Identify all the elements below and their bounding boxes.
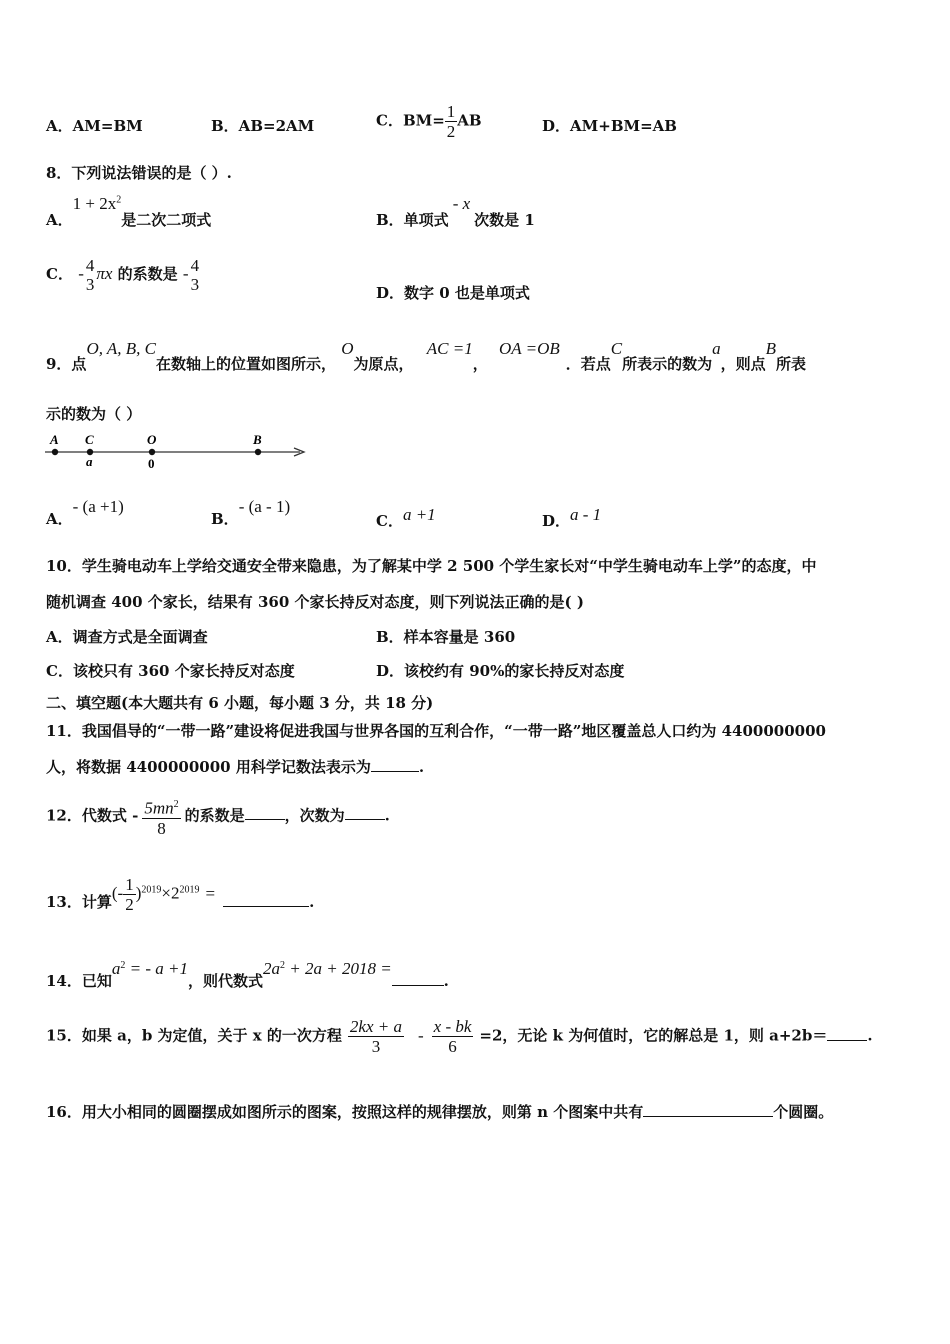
q7-option-a: A．AM=BM <box>46 117 143 135</box>
q8-c-fraction2 <box>189 256 202 294</box>
q9-t4: 所表示的数为 <box>622 355 713 373</box>
q11-line2 <box>46 756 424 777</box>
q8-stem: 8．下列说法错误的是（ ）. <box>46 164 232 182</box>
q8-b-label: B．单项式 <box>376 211 449 229</box>
q15-fraction2 <box>432 1017 474 1056</box>
q9-a: a <box>712 339 721 358</box>
q9-oaob: OA =OB <box>499 339 560 358</box>
q13-close: ) <box>135 883 142 903</box>
q16-pre: 16．用大小相同的圆圈摆成如图所示的图案，按照这样的规律摆放，则第 n 个图案中共有 <box>46 1103 644 1121</box>
q12-num-exp: 2 <box>173 799 179 810</box>
q9-t2: 为原点， <box>353 355 414 373</box>
q12-frac-num <box>142 795 180 819</box>
q15-frac1-num: 2kx + a <box>349 1017 402 1036</box>
q8-c-fraction <box>84 256 97 294</box>
q15-frac1-den: 3 <box>371 1037 381 1056</box>
q10-line1: 10．学生骑电动车上学给交通安全带来隐患，为了解某中学 2 500 个学生家长对“中学生骑电动车上学”的态度，中 <box>46 557 817 575</box>
q8-a-label: A． <box>46 211 73 229</box>
q16-answer-blank[interactable] <box>643 1116 773 1117</box>
q10-option-d: D．该校约有 90%的家长持反对态度 <box>376 662 625 680</box>
q14-m1-exp: 2 <box>120 960 126 971</box>
q13-times: ×2 <box>161 883 180 903</box>
point-o-dot <box>149 449 155 455</box>
q16 <box>46 1101 833 1122</box>
q8-c-frac2-den: 3 <box>190 275 200 294</box>
q12-num-text: 5mn <box>144 798 174 818</box>
q11-text: 人，将数据 4400000000 用科学记数法表示为 <box>46 758 371 776</box>
q9-t5: ，则点 <box>720 355 766 373</box>
q8-c-frac2-num: 4 <box>190 256 200 275</box>
q9-number-line <box>42 430 312 476</box>
label-a-value: a <box>86 454 93 469</box>
q8-c-text: 的系数是 <box>117 265 178 283</box>
q12-degree-blank[interactable] <box>345 819 385 820</box>
q11-answer-blank[interactable] <box>371 771 419 772</box>
q13-pre: 13．计算 <box>46 892 112 911</box>
q12-fraction <box>142 795 180 838</box>
q13-open: (- <box>111 883 124 903</box>
q9-o: O <box>341 339 354 358</box>
q12-frac-den: 8 <box>157 818 166 838</box>
q15-minus: - <box>417 1025 424 1045</box>
q7-option-c-post: AB <box>457 111 482 130</box>
q9-t3: ．若点 <box>565 355 611 373</box>
q8-b-text: 次数是 1 <box>474 211 535 229</box>
q9-t6: 所表 <box>776 355 807 373</box>
q7-option-c-pre: C．BM= <box>376 111 445 130</box>
q10-option-c: C．该校只有 360 个家长持反对态度 <box>46 662 295 680</box>
q8-b-math: - x <box>452 194 471 213</box>
q12-coefficient-blank[interactable] <box>245 819 285 820</box>
q9-comma: ， <box>472 355 488 373</box>
q12-pre: 12．代数式 - <box>46 806 139 825</box>
q9-b: B <box>765 339 777 358</box>
q14-m1-rest: = - a +1 <box>125 959 188 978</box>
label-b: B <box>253 432 262 447</box>
q9-c: C <box>610 339 623 358</box>
label-zero: 0 <box>148 456 155 471</box>
q9-option-b <box>211 496 291 528</box>
q9-points: O, A, B, C <box>86 339 157 358</box>
q15-frac2-den: 6 <box>448 1037 457 1056</box>
q14-answer-blank[interactable] <box>392 985 444 986</box>
q14-m2: 2a <box>263 959 280 978</box>
q9-t1: 在数轴上的位置如图所示， <box>156 355 337 373</box>
label-a: A <box>50 432 59 447</box>
q9-pre: 9．点 <box>46 355 87 373</box>
q15-end: . <box>867 1026 873 1045</box>
q9-opt-d: a - 1 <box>570 505 602 524</box>
q13-frac-den: 2 <box>125 895 134 914</box>
q11-end: . <box>418 758 425 776</box>
q13 <box>46 875 314 914</box>
q14-m1: a <box>111 959 121 978</box>
q9-opt-b-label: B． <box>211 510 239 528</box>
q9-option-d <box>542 504 602 530</box>
q8-c-label: C． <box>46 265 73 283</box>
q14-end: . <box>443 972 449 990</box>
q13-answer-blank[interactable] <box>223 906 309 907</box>
q8-c-neg2: - <box>182 264 189 283</box>
q16-end: 个圆圈。 <box>773 1103 834 1121</box>
q13-exp1: 2019 <box>141 884 162 896</box>
q8-option-a <box>46 194 212 230</box>
q9-stem-line2: 示的数为（ ） <box>46 405 142 423</box>
q8-a-math <box>73 194 122 213</box>
section-2-title: 二、填空题(本大题共有 6 小题，每小题 3 分，共 18 分) <box>46 694 434 712</box>
q10-option-b: B．样本容量是 360 <box>376 628 516 646</box>
q12-end: . <box>384 806 390 825</box>
q13-fraction <box>123 875 136 914</box>
q14-pre: 14．已知 <box>46 972 112 990</box>
q7-frac-num: 1 <box>446 102 456 121</box>
q13-eq: = <box>205 883 216 903</box>
q13-end: . <box>309 892 315 911</box>
q9-option-c <box>376 504 436 530</box>
q7-option-c-fraction <box>445 102 458 141</box>
q7-option-d: D．AM+BM=AB <box>542 117 677 135</box>
q8-c-frac-num: 4 <box>85 256 95 275</box>
q9-opt-d-label: D． <box>542 512 571 530</box>
q8-a-exp: 2 <box>116 194 122 206</box>
label-o: O <box>147 432 157 447</box>
q14-mid: ，则代数式 <box>187 972 263 990</box>
q8-option-c <box>46 256 201 294</box>
q15-pre: 15．如果 a，b 为定值，关于 x 的一次方程 <box>46 1026 342 1045</box>
label-c: C <box>85 432 94 447</box>
q13-frac-num: 1 <box>125 875 134 894</box>
q15-fraction1 <box>348 1017 404 1056</box>
point-b-dot <box>255 449 261 455</box>
q15-answer-blank[interactable] <box>827 1040 867 1041</box>
q7-frac-den: 2 <box>446 122 456 141</box>
q9-opt-a: - (a +1) <box>72 497 124 516</box>
q10-option-a: A．调查方式是全面调查 <box>46 628 208 646</box>
q9-opt-b: - (a - 1) <box>238 497 291 516</box>
q8-a-math-text: 1 + 2x <box>72 194 117 213</box>
q10-line2: 随机调查 400 个家长，结果有 360 个家长持反对态度，则下列说法正确的是( ) <box>46 593 584 611</box>
q12-mid: 的系数是 <box>184 806 245 825</box>
q9-ac: AC =1 <box>426 339 473 358</box>
q8-a-text: 是二次二项式 <box>121 211 212 229</box>
q8-c-pi: πx <box>96 264 113 283</box>
point-a-dot <box>52 449 58 455</box>
q9-opt-a-label: A． <box>46 510 73 528</box>
q9-stem-line1 <box>46 338 806 378</box>
q14 <box>46 958 449 990</box>
q9-opt-c: a +1 <box>402 505 436 524</box>
q8-option-b <box>376 194 535 230</box>
q12 <box>46 795 390 838</box>
q15 <box>46 1017 873 1056</box>
q8-option-d: D．数字 0 也是单项式 <box>376 284 530 302</box>
q8-c-frac-den: 3 <box>85 275 95 294</box>
q7-option-b: B．AB=2AM <box>211 117 315 135</box>
q15-post: =2，无论 k 为何值时，它的解总是 1，则 a+2b＝ <box>479 1026 828 1045</box>
q13-exp2: 2019 <box>179 884 200 896</box>
q9-option-a <box>46 496 124 528</box>
q9-opt-c-label: C． <box>376 512 403 530</box>
q8-c-neg: - <box>78 264 84 283</box>
q11-line1: 11．我国倡导的“一带一路”建设将促进我国与世界各国的互利合作，“一带一路”地区覆盖总人口约为 4400000000 <box>46 722 826 740</box>
q15-frac2-num: x - bk <box>433 1017 472 1036</box>
q14-m2-exp: 2 <box>280 960 285 971</box>
q12-mid2: ，次数为 <box>284 806 345 825</box>
q7-option-c <box>376 102 482 141</box>
q14-m2-rest: + 2a + 2018 = <box>285 959 392 978</box>
